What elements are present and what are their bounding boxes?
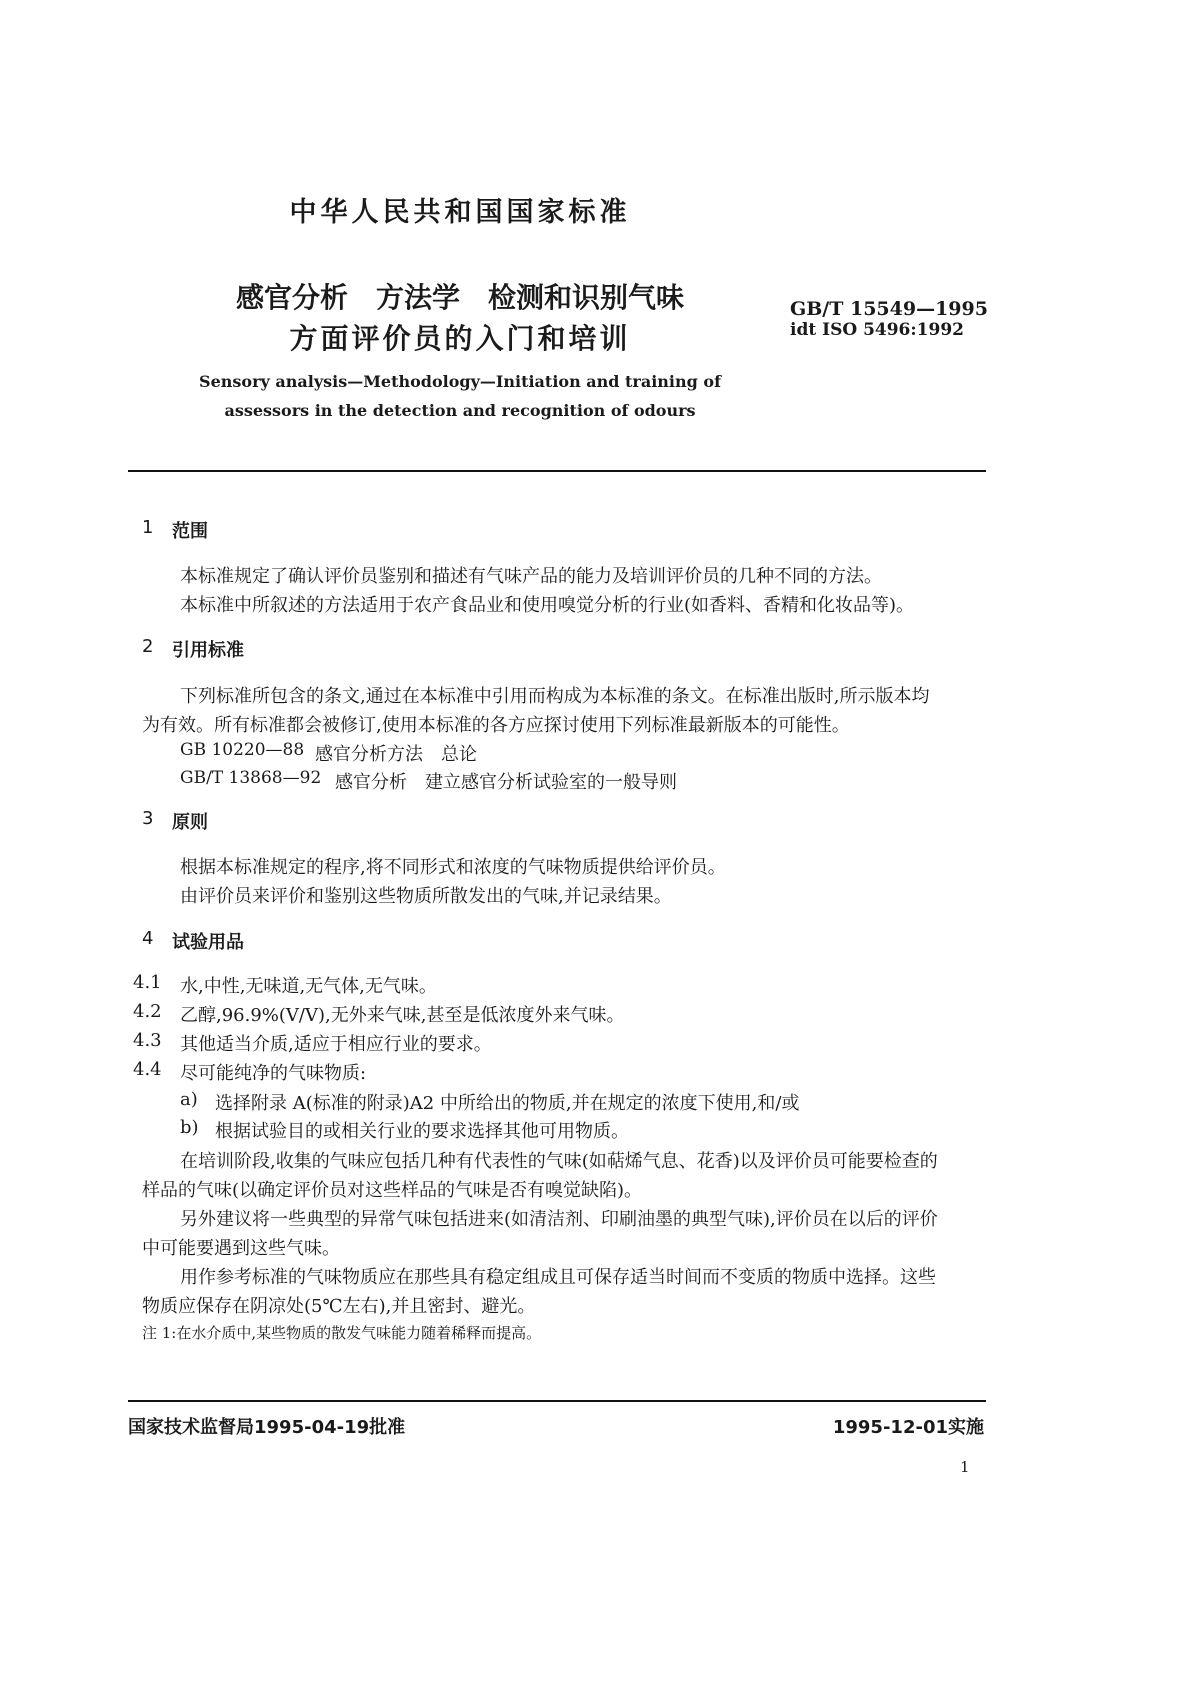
page-number: 1: [960, 1458, 970, 1476]
reference-code: GB/T 13868—92: [180, 768, 322, 788]
section-3-para-1: 根据本标准规定的程序,将不同形式和浓度的气味物质提供给评价员。: [180, 857, 726, 878]
list-item-text: 选择附录 A(标准的附录)A2 中所给出的物质,并在规定的浓度下使用,和/或: [215, 1093, 800, 1114]
header-rule: [128, 470, 986, 472]
section-2-title: 引用标准: [172, 640, 244, 661]
title-en-line2: assessors in the detection and recognition of odours: [224, 401, 696, 420]
country-standard-heading: 中华人民共和国国家标准: [289, 197, 631, 228]
idt-number: idt ISO 5496:1992: [790, 320, 964, 340]
footer-rule: [128, 1400, 986, 1402]
list-item-text: 根据试验目的或相关行业的要求选择其他可用物质。: [215, 1121, 629, 1142]
section-3-title: 原则: [172, 812, 208, 833]
title-en-line1: Sensory analysis—Methodology—Initiation and training of: [199, 372, 721, 391]
clause-number: 4.4: [133, 1059, 162, 1080]
list-item-label: b): [180, 1117, 199, 1138]
note: 注 1:在水介质中,某些物质的散发气味能力随着稀释而提高。: [142, 1324, 542, 1342]
clause-text: 其他适当介质,适应于相应行业的要求。: [180, 1034, 492, 1055]
section-4-para-1-line-1: 在培训阶段,收集的气味应包括几种有代表性的气味(如萜烯气息、花香)以及评价员可能要检查的: [180, 1151, 938, 1172]
clause-text: 水,中性,无味道,无气体,无气味。: [180, 976, 437, 997]
section-4-number: 4: [142, 928, 154, 949]
clause-number: 4.2: [133, 1001, 162, 1022]
section-1-title: 范围: [172, 521, 208, 542]
approval-date: 国家技术监督局1995-04-19批准: [128, 1417, 406, 1438]
section-1-number: 1: [142, 517, 154, 538]
section-4-para-1-line-2: 样品的气味(以确定评价员对这些样品的气味是否有嗅觉缺陷)。: [142, 1180, 643, 1201]
reference-code: GB 10220—88: [180, 740, 305, 760]
section-3-para-2: 由评价员来评价和鉴别这些物质所散发出的气味,并记录结果。: [180, 886, 672, 907]
reference-title: 感官分析 建立感官分析试验室的一般导则: [335, 772, 677, 793]
section-1-para-1: 本标准规定了确认评价员鉴别和描述有气味产品的能力及培训评价员的几种不同的方法。: [180, 566, 882, 587]
section-3-number: 3: [142, 808, 154, 829]
clause-text: 尽可能纯净的气味物质:: [180, 1063, 367, 1084]
section-4-para-3-line-2: 物质应保存在阴凉处(5℃左右),并且密封、避光。: [142, 1296, 536, 1317]
section-1-para-2: 本标准中所叙述的方法适用于农产食品业和使用嗅觉分析的行业(如香料、香精和化妆品等)。: [180, 595, 915, 616]
implementation-date: 1995-12-01实施: [832, 1417, 984, 1438]
section-4-para-2-line-1: 另外建议将一些典型的异常气味包括进来(如清洁剂、印刷油墨的典型气味),评价员在以后的评价: [180, 1209, 938, 1230]
standard-number: GB/T 15549—1995: [790, 298, 988, 320]
list-item-label: a): [180, 1089, 198, 1110]
section-4-title: 试验用品: [172, 932, 244, 953]
section-2-para-line-2: 为有效。所有标准都会被修订,使用本标准的各方应探讨使用下列标准最新版本的可能性。: [142, 715, 850, 736]
title-cn-line2: 方面评价员的入门和培训: [289, 322, 631, 355]
section-2-para-line-1: 下列标准所包含的条文,通过在本标准中引用而构成为本标准的条文。在标准出版时,所示版本均: [180, 686, 930, 707]
section-4-para-2-line-2: 中可能要遇到这些气味。: [142, 1238, 340, 1259]
clause-text: 乙醇,96.9%(V/V),无外来气味,甚至是低浓度外来气味。: [180, 1005, 625, 1026]
section-4-para-3-line-1: 用作参考标准的气味物质应在那些具有稳定组成且可保存适当时间而不变质的物质中选择。这些: [180, 1267, 936, 1288]
clause-number: 4.3: [133, 1030, 162, 1051]
clause-number: 4.1: [133, 972, 162, 993]
section-2-number: 2: [142, 636, 154, 657]
title-cn-line1: 感官分析 方法学 检测和识别气味: [235, 281, 684, 314]
reference-title: 感官分析方法 总论: [315, 744, 477, 765]
